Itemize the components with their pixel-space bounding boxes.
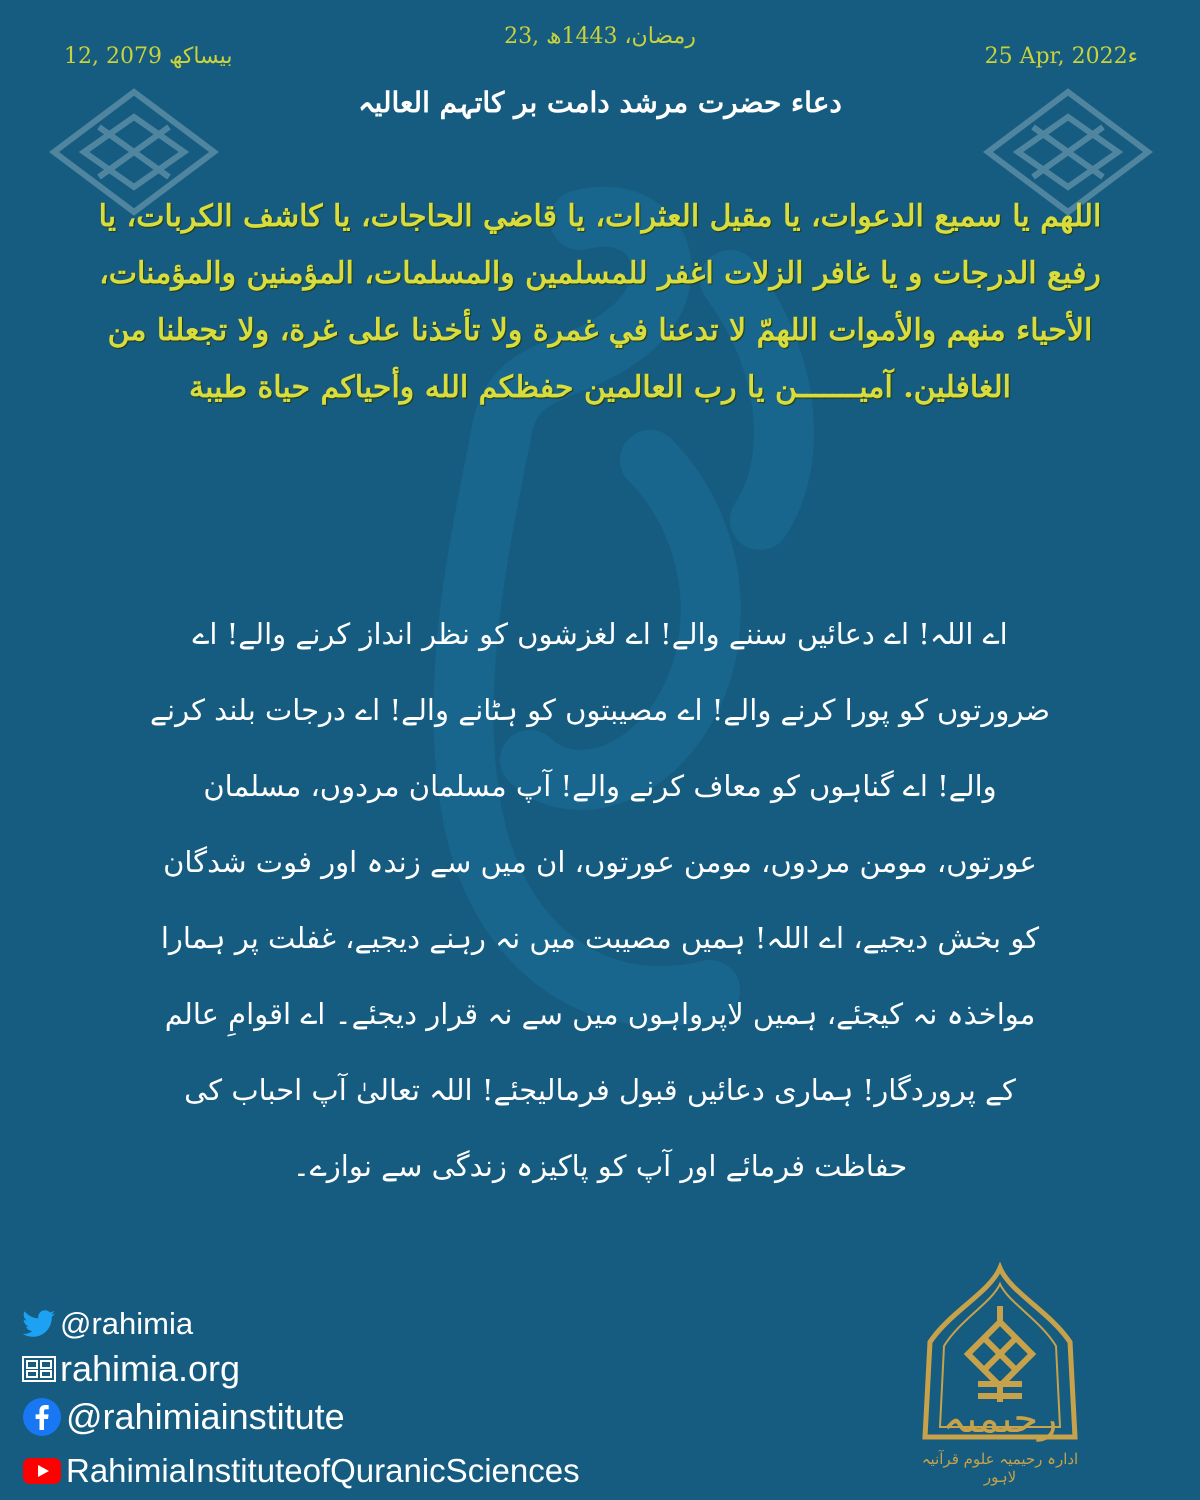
youtube-channel: RahimiaInstituteofQuranicSciences bbox=[66, 1452, 580, 1489]
urdu-translation: اے اللہ! اے دعائیں سننے والے! اے لغزشوں کو نظر انداز کرنے والے! اے ضرورتوں کو پورا کرنے والے! اے مصیبتوں کو ہٹانے والے! اے درجات بلند کرنے والے! اے گناہوں کو معاف کرنے والے! آپ مسلمان مردوں، مسلمان عورتوں، مومن مردوں، مومن عورتوں، ان میں سے زندہ اور فوت شدگان کو بخش دیجیے، اے اللہ! ہمیں مصیبت میں نہ رہنے دیجیے، غفلت پر ہمارا مواخذہ نہ کیجئے، ہمیں لاپرواہوں میں سے نہ قرار دیجئے۔ اے اقوامِ عالم کے پروردگار! ہماری دعائیں قبول فرمالیجئے! اللہ تعالیٰ آپ احباب کی حفاظت فرمائے اور آپ کو پاکیزہ زندگی سے نوازے۔ bbox=[150, 617, 1050, 1183]
facebook-handle: @rahimiainstitute bbox=[66, 1396, 345, 1437]
facebook-icon bbox=[22, 1397, 62, 1437]
logo-subtitle: ادارہ رحیمیہ علوم قرآنیہ لاہور bbox=[921, 1450, 1079, 1486]
website-link[interactable] bbox=[22, 1348, 240, 1390]
website-icon bbox=[22, 1356, 56, 1382]
bikrami-date: 12, بیساکھ 2079 bbox=[64, 44, 233, 69]
youtube-link[interactable] bbox=[22, 1452, 580, 1490]
youtube-icon bbox=[22, 1457, 62, 1485]
logo-wordmark: رحیمیہ bbox=[942, 1396, 1058, 1442]
arabic-dua: اللهم یا سمیع الدعوات، یا مقیل العثرات، یا قاضي الحاجات، یا کاشف الکربات، یا رفیع الدرجات و یا غافر الزلات اغفر للمسلمین والمسلمات، المؤمنین والمؤمنات، الأحیاء منهم والأموات اللهمّ لا تدعنا في غمرة ولا تأخذنا علی غرة، ولا تجعلنا من الغافلین. آمیـــــــن یا رب العالمین حفظکم الله وأحیاکم حیاة طیبة bbox=[98, 199, 1102, 405]
twitter-link[interactable] bbox=[22, 1306, 193, 1342]
facebook-link[interactable] bbox=[22, 1396, 345, 1438]
page-title: دعاء حضرت مرشد دامت بر کاتہم العالیہ bbox=[358, 86, 842, 119]
twitter-icon bbox=[22, 1310, 56, 1338]
gregorian-date: 25 Apr, 2022ء bbox=[984, 44, 1138, 69]
hijri-date: 23, رمضان، 1443ھ bbox=[504, 24, 696, 49]
twitter-handle: @rahimia bbox=[60, 1306, 194, 1341]
website-url: rahimia.org bbox=[60, 1348, 241, 1389]
